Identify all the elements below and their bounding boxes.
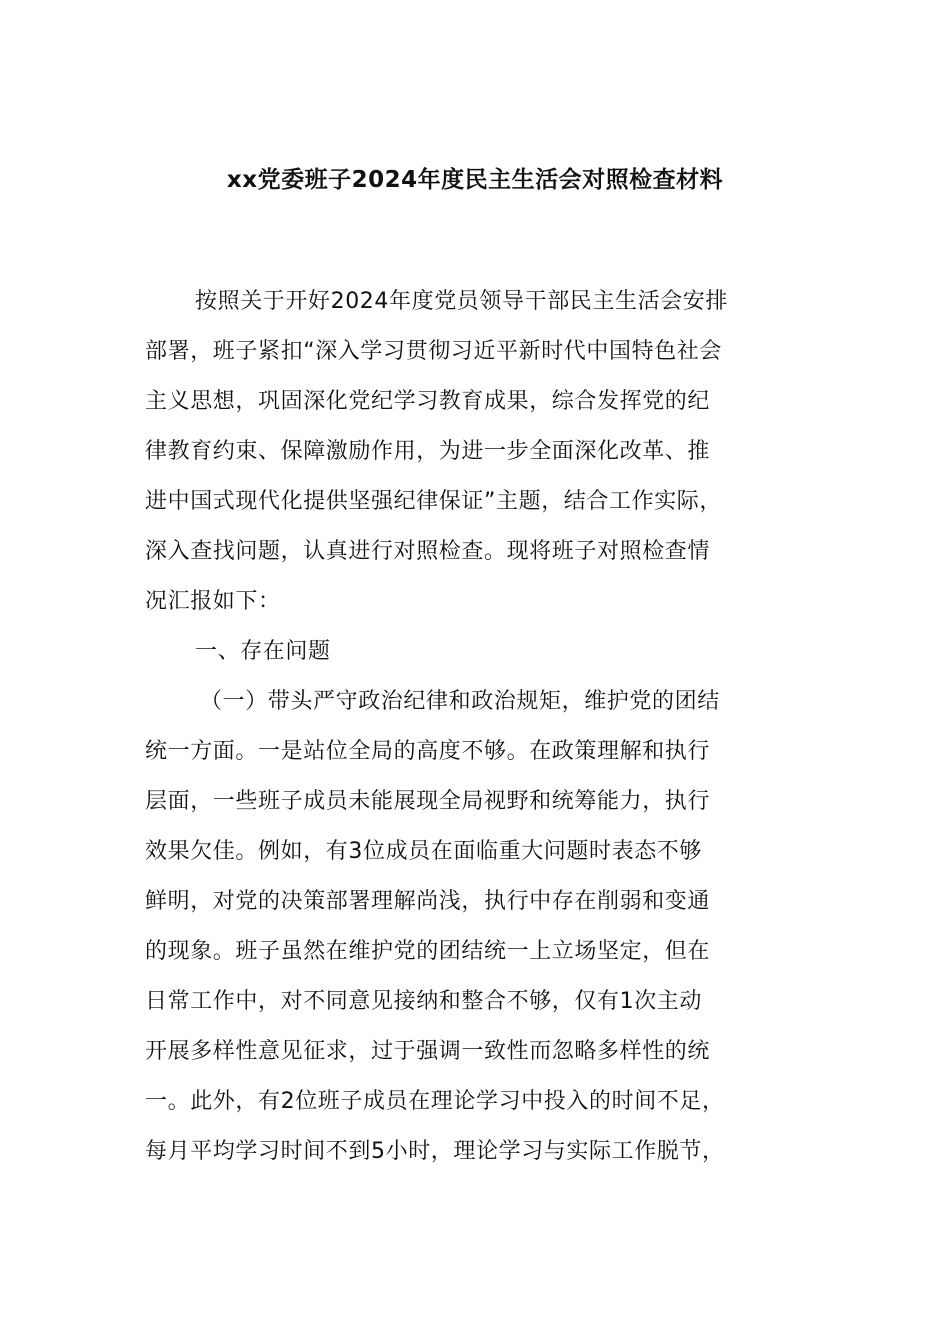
subsection-heading-line: （一）带头严守政治纪律和政治规矩，维护党的团结: [200, 689, 720, 714]
paragraph-line: 层面，一些班子成员未能展现全局视野和统筹能力，执行: [145, 789, 711, 814]
paragraph-line: 一。此外，有2位班子成员在理论学习中投入的时间不足，: [145, 1089, 725, 1114]
paragraph-line: 每月平均学习时间不到5小时，理论学习与实际工作脱节，: [145, 1139, 725, 1164]
paragraph-line: 统一方面。一是站位全局的高度不够。在政策理解和执行: [145, 739, 711, 764]
paragraph-line: 鲜明，对党的决策部署理解尚浅，执行中存在削弱和变通: [145, 889, 711, 914]
paragraph-line: 部署，班子紧扣“深入学习贯彻习近平新时代中国特色社会: [145, 339, 722, 364]
paragraph-line: 况汇报如下：: [145, 589, 281, 614]
paragraph-line: 主义思想，巩固深化党纪学习教育成果，综合发挥党的纪: [145, 389, 711, 414]
paragraph-line: 日常工作中，对不同意见接纳和整合不够，仅有1次主动: [145, 989, 702, 1014]
paragraph-line: 效果欠佳。例如，有3位成员在面临重大问题时表态不够: [145, 839, 702, 864]
paragraph-line: 律教育约束、保障激励作用，为进一步全面深化改革、推: [145, 439, 711, 464]
paragraph-line: 按照关于开好2024年度党员领导干部民主生活会安排: [195, 289, 728, 314]
paragraph-line: 开展多样性意见征求，过于强调一致性而忽略多样性的统: [145, 1039, 711, 1064]
paragraph-line: 深入查找问题，认真进行对照检查。现将班子对照检查情: [145, 539, 711, 564]
section-heading: 一、存在问题: [195, 639, 331, 664]
document-title: xx党委班子2024年度民主生活会对照检查材料: [226, 167, 724, 193]
paragraph-line: 的现象。班子虽然在维护党的团结统一上立场坚定，但在: [145, 939, 711, 964]
paragraph-line: 进中国式现代化提供坚强纪律保证”主题，结合工作实际，: [145, 489, 722, 514]
